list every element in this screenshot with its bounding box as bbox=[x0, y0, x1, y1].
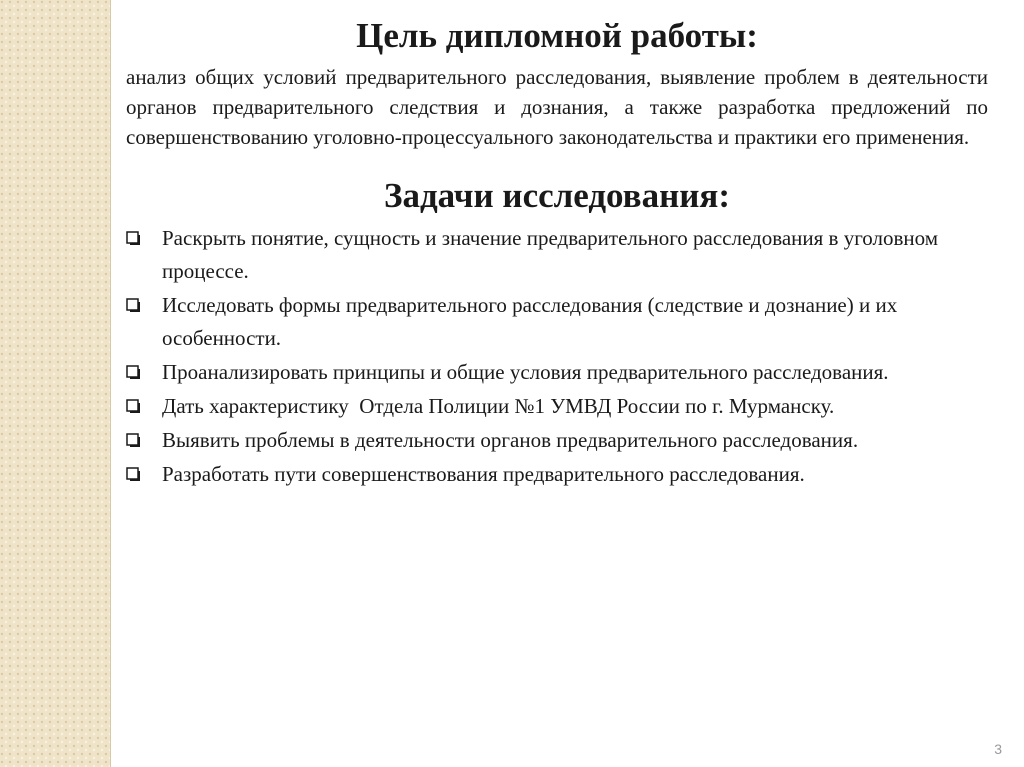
checkbox-square-icon bbox=[126, 222, 162, 246]
checkbox-square-icon bbox=[126, 289, 162, 313]
task-item bbox=[126, 356, 988, 389]
checkbox-square-icon bbox=[126, 458, 162, 482]
task-item bbox=[126, 289, 988, 355]
task-item bbox=[126, 424, 988, 457]
task-text: Раскрыть понятие, сущность и значение предварительного расследования в уголовном процессе. bbox=[162, 226, 939, 283]
checkbox-square-icon bbox=[126, 390, 162, 414]
task-list bbox=[126, 222, 988, 491]
task-text: Исследовать формы предварительного расследования (следствие и дознание) и их особенности. bbox=[162, 293, 898, 350]
task-text: Проанализировать принципы и общие условия предварительного расследования. bbox=[162, 360, 889, 384]
goal-title: Цель дипломной работы: bbox=[356, 16, 758, 55]
slide-content bbox=[126, 14, 988, 492]
task-text: Разработать пути совершенствования предварительного расследования. bbox=[162, 462, 805, 486]
task-text: Выявить проблемы в деятельности органов предварительного расследования. bbox=[162, 428, 859, 452]
decorative-side-band bbox=[0, 0, 110, 767]
checkbox-square-icon bbox=[126, 424, 162, 448]
task-item bbox=[126, 390, 988, 423]
task-text: Дать характеристику Отдела Полиции №1 УМВД России по г. Мурманску. bbox=[162, 394, 835, 418]
tasks-title: Задачи исследования: bbox=[383, 176, 731, 215]
page-number: 3 bbox=[994, 741, 1002, 757]
checkbox-square-icon bbox=[126, 356, 162, 380]
goal-text: анализ общих условий предварительного расследования, выявление проблем в деятельности органов предварительного следствия и дознания, а также разработка предложений по совершенствованию уголовно-процессуального законодательства и практики его применения. bbox=[126, 65, 988, 149]
task-item bbox=[126, 458, 988, 491]
task-item bbox=[126, 222, 988, 288]
side-band-divider bbox=[110, 0, 111, 767]
